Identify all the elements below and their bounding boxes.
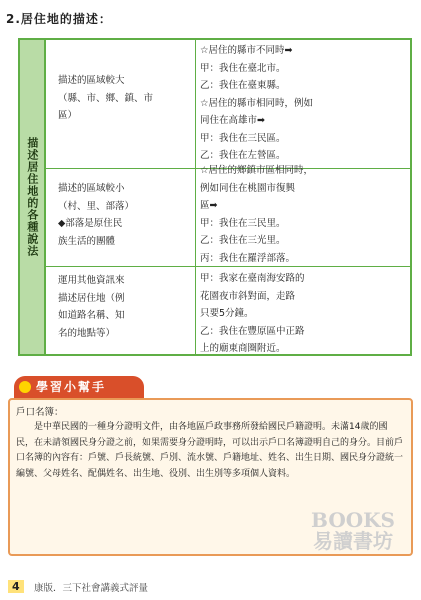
help-title: 學習小幫手 xyxy=(36,380,107,394)
column-divider xyxy=(195,38,196,356)
page-footer xyxy=(0,574,421,596)
help-title-tab xyxy=(14,376,144,398)
row1-right-line: 乙：我住在臺東縣。 xyxy=(200,80,286,91)
row1-left-line: 區） xyxy=(58,110,78,121)
row3-right xyxy=(200,270,408,358)
footer-text: 康版．三下社會講義式評量 xyxy=(34,583,149,594)
row1-right-line: ☆居住的縣市不同時➡ xyxy=(200,45,293,56)
row3-left-line: 描述居住地（例 xyxy=(58,292,125,304)
row3-right-line: 只要5分鐘。 xyxy=(200,308,254,319)
row2-left-line: （村、里、部落） xyxy=(58,200,135,212)
row3-right-line: 乙：我住在豐原區中正路 xyxy=(200,325,305,337)
row2-left-line: 描述的區域較小 xyxy=(58,183,125,194)
section-number: 2. xyxy=(6,12,21,26)
row1-right-line: 甲：我住在臺北市。 xyxy=(200,62,286,74)
side-label-cell xyxy=(18,38,46,356)
help-text: 是中華民國的一種身分證明文件，由各地區戶政事務所發給國民戶籍證明。未滿14歲的國民，在未請領國民身分證之前，如果需要身分證明時，可以出示戶口名簿證明自己的身分。目前戶口名簿的內容有：戶號、戶長統號、戶別、流水號、戶籍地址、姓名、出生日期、國民身分證統一編號、父母姓名、配偶姓名、出生地、役別、出生別等多項個人資料。 xyxy=(16,422,404,479)
row3-left-line: 運用其他資訊來 xyxy=(58,275,125,286)
row2-left-line: 族生活的團體 xyxy=(58,235,116,247)
row2-right-line: 區➡ xyxy=(200,200,218,211)
row2-right-line: 丙：我住在羅浮部落。 xyxy=(200,252,296,264)
row1-right xyxy=(200,42,408,165)
row3-left xyxy=(58,272,192,342)
row1-left-line: （縣、市、鄉、鎮、市 xyxy=(58,92,154,104)
row2-left xyxy=(58,180,192,250)
section-heading: 居住地的描述： xyxy=(20,12,112,26)
row1-right-line: 甲：我住在三民區。 xyxy=(200,132,286,144)
row1-right-line: ☆居住的縣市相同時，例如 xyxy=(200,97,314,109)
row2-right-line: 例如同住在桃園市復興 xyxy=(200,182,296,194)
row3-left-line: 名的地點等） xyxy=(58,327,116,339)
watermark-line1: BOOKS xyxy=(311,508,395,532)
row2-right-line: 甲：我住在三民里。 xyxy=(200,217,286,229)
section-title xyxy=(6,10,112,27)
publisher-watermark xyxy=(311,510,395,552)
row2-right-line: ☆居住的鄉鎮市區相同時， xyxy=(200,165,314,176)
row3-right-line: 花園夜市斜對面，走路 xyxy=(200,290,296,302)
row1-left xyxy=(58,72,192,125)
watermark-line2: 易讀書坊 xyxy=(313,529,394,553)
row1-right-line: 同住在高雄市➡ xyxy=(200,115,265,126)
paw-icon xyxy=(19,381,31,393)
row1-left-line: 描述的區域較大 xyxy=(58,75,125,86)
help-body xyxy=(16,420,405,482)
side-label: 描述居住地的各種說法 xyxy=(25,137,39,257)
help-label: 戶口名簿： xyxy=(16,407,64,418)
row3-left-line: 如道路名稱、知 xyxy=(58,310,125,321)
row2-left-line: ◆部落是原住民 xyxy=(58,218,123,229)
row3-right-line: 上的廟東商圈附近。 xyxy=(200,343,286,354)
row2-right xyxy=(200,162,408,267)
row3-right-line: 甲：我家在臺南海安路的 xyxy=(200,273,305,284)
page-number: 4 xyxy=(8,580,24,593)
row2-right-line: 乙：我住在三光里。 xyxy=(200,235,286,246)
row1-right-line: 乙：我住在左營區。 xyxy=(200,150,286,161)
